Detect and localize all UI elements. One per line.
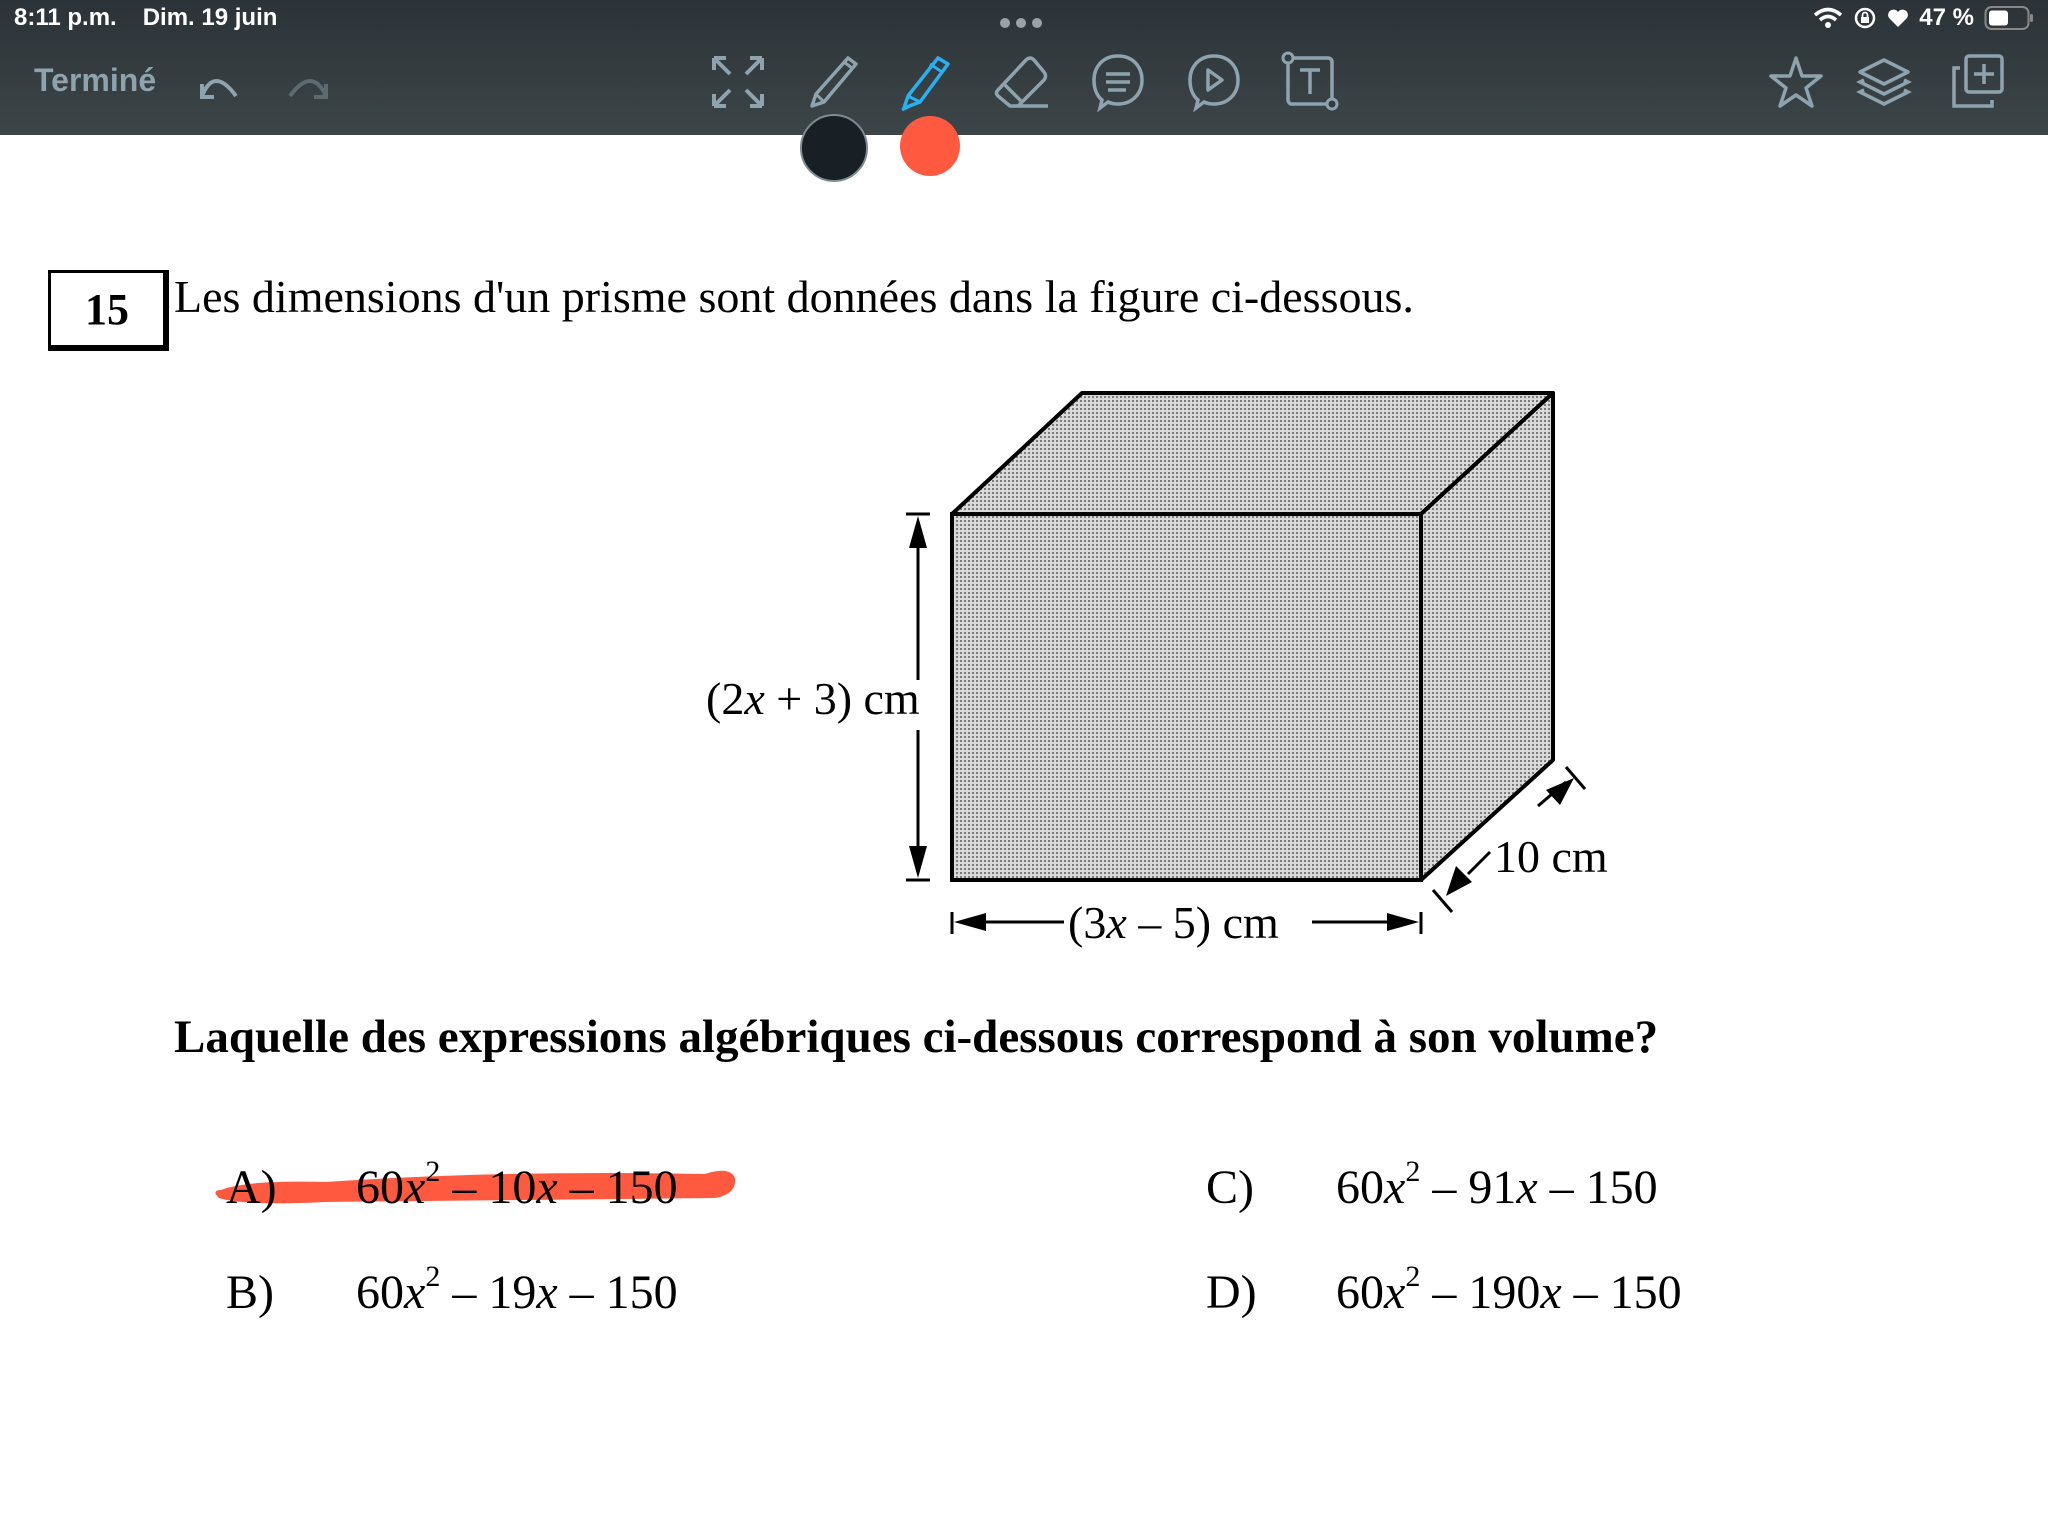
width-label: (3x – 5) cm [1068,897,1279,948]
option-a-expression[interactable]: $60x^2 - 10x - 150$ [356,1155,678,1214]
question-prompt: Les dimensions d'un prisme sont données dans la figure ci-dessous. [174,271,1414,322]
status-time: 8:11 p.m. [14,4,117,31]
option-d-expression[interactable]: $60x^2 - 190x - 150$ [1336,1260,1682,1319]
option-c-label[interactable]: C) [1206,1161,1254,1214]
question-text: Laquelle des expressions algébriques ci-dessous correspond à son volume? [174,1011,1659,1063]
option-c-expression[interactable]: $60x^2 - 91x - 150$ [1336,1155,1658,1214]
depth-label: 10 cm [1494,831,1608,882]
option-a-label[interactable]: A) [226,1161,277,1214]
height-label: (2x + 3) cm [706,673,920,724]
question-number: 15 [48,270,169,351]
option-b-expression[interactable]: $60x^2 - 19x - 150$ [356,1260,678,1319]
status-date: Dim. 19 juin [142,4,278,31]
battery-percent: 47 % [1919,4,1974,31]
done-button[interactable]: Terminé [34,62,157,98]
option-b-label[interactable]: B) [226,1266,274,1319]
option-d-label[interactable]: D) [1206,1266,1257,1319]
